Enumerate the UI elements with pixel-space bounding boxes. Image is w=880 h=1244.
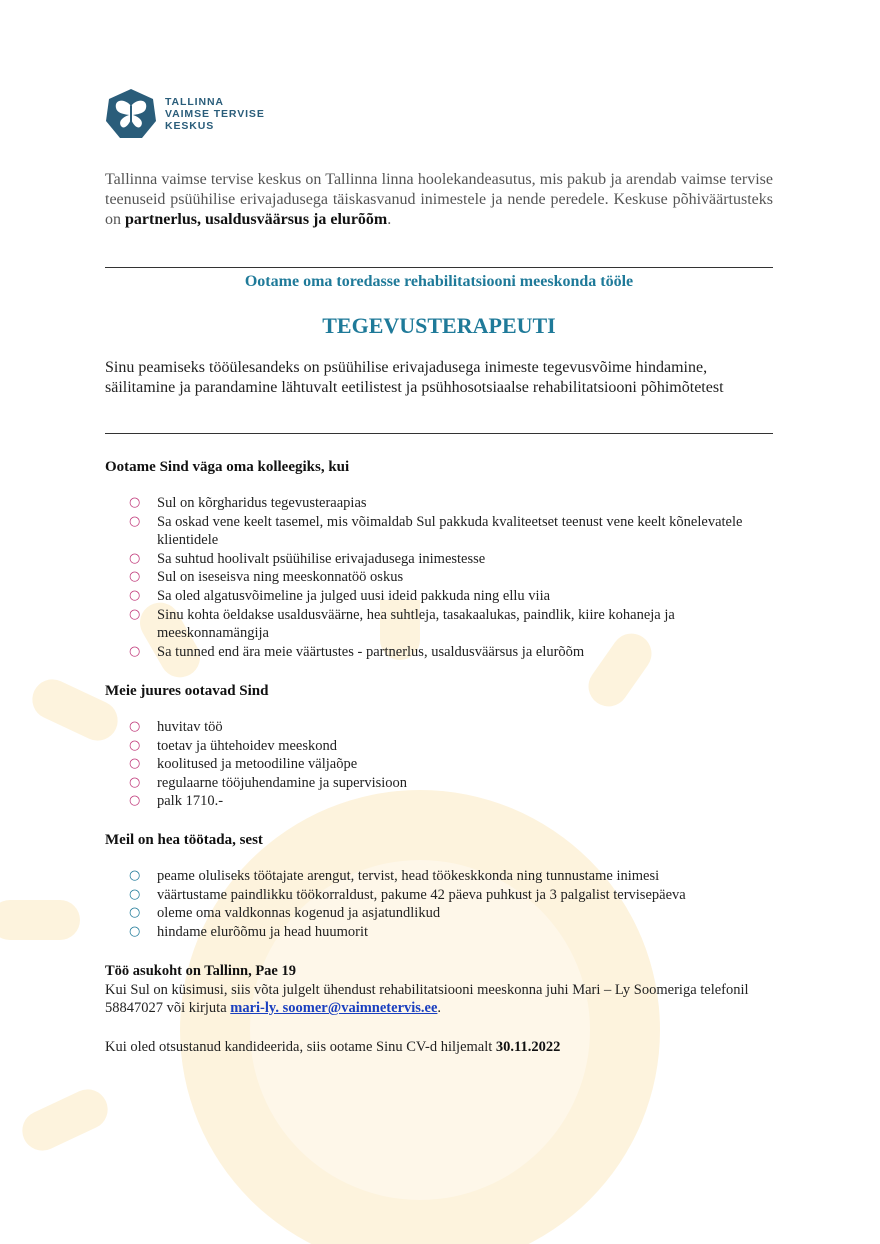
offer-list (105, 718, 773, 811)
list-item: ○ huvitav töö (129, 719, 223, 735)
circle-bullet-icon: ○ (129, 495, 141, 510)
list-item: ○ Sul on iseseisva ning meeskonnatöö oskus (129, 569, 404, 586)
deadline-date: 30.11.2022 (495, 1039, 561, 1055)
circle-bullet-icon: ○ (129, 719, 141, 734)
intro-text: Tallinna vaimse tervise keskus on Tallinna linna hoolekandeasutus, mis pakub ja arendab vaimse tervise teenuseid psüühilise erivajadusega täiskasvanud inimestele ja nende peredele. Keskuse põhiväärtusteks on (105, 171, 773, 228)
list-item: ○ toetav ja ühtehoidev meeskond (129, 737, 337, 754)
logo-line: TALLINNA (165, 96, 224, 108)
list-item: ○ Sa tunned end ära meie väärtustes - partnerlus, usaldusväärsus ja elurõõm (129, 643, 585, 660)
role-description: Sinu peamiseks tööülesandeks on psüühilise erivajadusega inimeste tegevusvõime hindamine, säilitamine ja parandamine lähtuvalt eetilistest ja psühhosotsiaalse rehabilitatsiooni põhimõtetest (105, 359, 724, 396)
logo-line: VAIMSE TERVISE (165, 108, 265, 120)
logo-wordmark (165, 96, 265, 132)
list-item: ○ regulaarne tööjuhendamine ja supervisioon (129, 774, 408, 791)
list-item: ○ hindame elurõõmu ja head huumorit (129, 923, 369, 940)
circle-bullet-icon: ○ (129, 550, 141, 566)
circle-bullet-icon: ○ (129, 513, 141, 529)
deadline-text: Kui oled otsustanud kandideerida, siis ootame Sinu CV-d hiljemalt (105, 1039, 496, 1055)
circle-bullet-icon: ○ (129, 793, 141, 809)
circle-bullet-icon: ○ (129, 569, 141, 585)
requirements-heading: Ootame Sind väga oma kolleegiks, kui (105, 459, 350, 475)
why-list (105, 867, 773, 941)
requirements-list (105, 494, 773, 661)
circle-bullet-icon: ○ (129, 905, 141, 921)
list-item: ○ Sa oskad vene keelt tasemel, mis võimaldab Sul pakkuda kvaliteetset teenust vene keelt kõnelevatele klientidele (129, 513, 743, 549)
circle-bullet-icon: ○ (129, 923, 141, 939)
deadline-paragraph (105, 1038, 773, 1057)
list-item: ○ koolitused ja metoodiline väljaõpe (129, 756, 358, 773)
contact-end: . (437, 1000, 442, 1017)
why-heading: Meil on hea töötada, sest (105, 832, 263, 848)
circle-bullet-icon: ○ (129, 737, 141, 753)
circle-bullet-icon: ○ (129, 643, 141, 659)
circle-bullet-icon: ○ (129, 606, 141, 622)
divider-line (105, 433, 773, 434)
list-item: ○ Sa oled algatusvõimeline ja julged uusi ideid pakkuda ning ellu viia (129, 587, 551, 604)
position-subtitle: Ootame oma toredasse rehabilitatsiooni meeskonda tööle (244, 273, 634, 290)
circle-bullet-icon: ○ (129, 756, 141, 772)
core-values: partnerlus, usaldusväärsus ja elurõõm (125, 211, 388, 228)
list-item: ○ oleme oma valdkonnas kogenud ja asjatundlikud (129, 905, 441, 922)
intro-end: . (387, 211, 392, 228)
circle-bullet-icon: ○ (129, 774, 141, 790)
list-item: ○ väärtustame paindlikku töökorraldust, pakume 42 päeva puhkust ja 3 palgalist tervisepäeva (129, 886, 686, 903)
list-item: ○ Sinu kohta öeldakse usaldusväärne, hea suhtleja, tasakaalukas, paindlik, kiire kohaneja ja meeskonnamängija (129, 606, 675, 642)
organization-logo (105, 88, 265, 140)
list-item: ○ peame oluliseks töötajate arengut, tervist, head töökeskkonda ning tunnustame inimesi (129, 868, 660, 884)
circle-bullet-icon: ○ (129, 868, 141, 883)
divider-line (105, 267, 773, 268)
work-location: Töö asukoht on Tallinn, Pae 19 (105, 963, 296, 979)
email-link[interactable]: mari-ly. soomer@vaimnetervis.ee (230, 1000, 438, 1017)
circle-bullet-icon: ○ (129, 587, 141, 603)
contact-paragraph (105, 962, 773, 1018)
list-item: ○ Sa suhtud hoolivalt psüühilise erivajadusega inimestesse (129, 550, 486, 567)
list-item: ○ palk 1710.- (129, 793, 224, 810)
circle-bullet-icon: ○ (129, 886, 141, 902)
position-title: TEGEVUSTERAPEUTI (322, 313, 556, 338)
intro-paragraph (105, 170, 773, 230)
contact-text: Kui Sul on küsimusi, siis võta julgelt ühendust rehabilitatsiooni meeskonna juhi Mari – Ly Soomeriga telefonil 58847027 või kirjuta (105, 981, 749, 1017)
logo-line: KESKUS (165, 120, 215, 132)
butterfly-hexagon-icon (105, 88, 157, 140)
list-item: ○ Sul on kõrgharidus tegevusteraapias (129, 495, 367, 511)
offer-heading: Meie juures ootavad Sind (105, 683, 269, 699)
